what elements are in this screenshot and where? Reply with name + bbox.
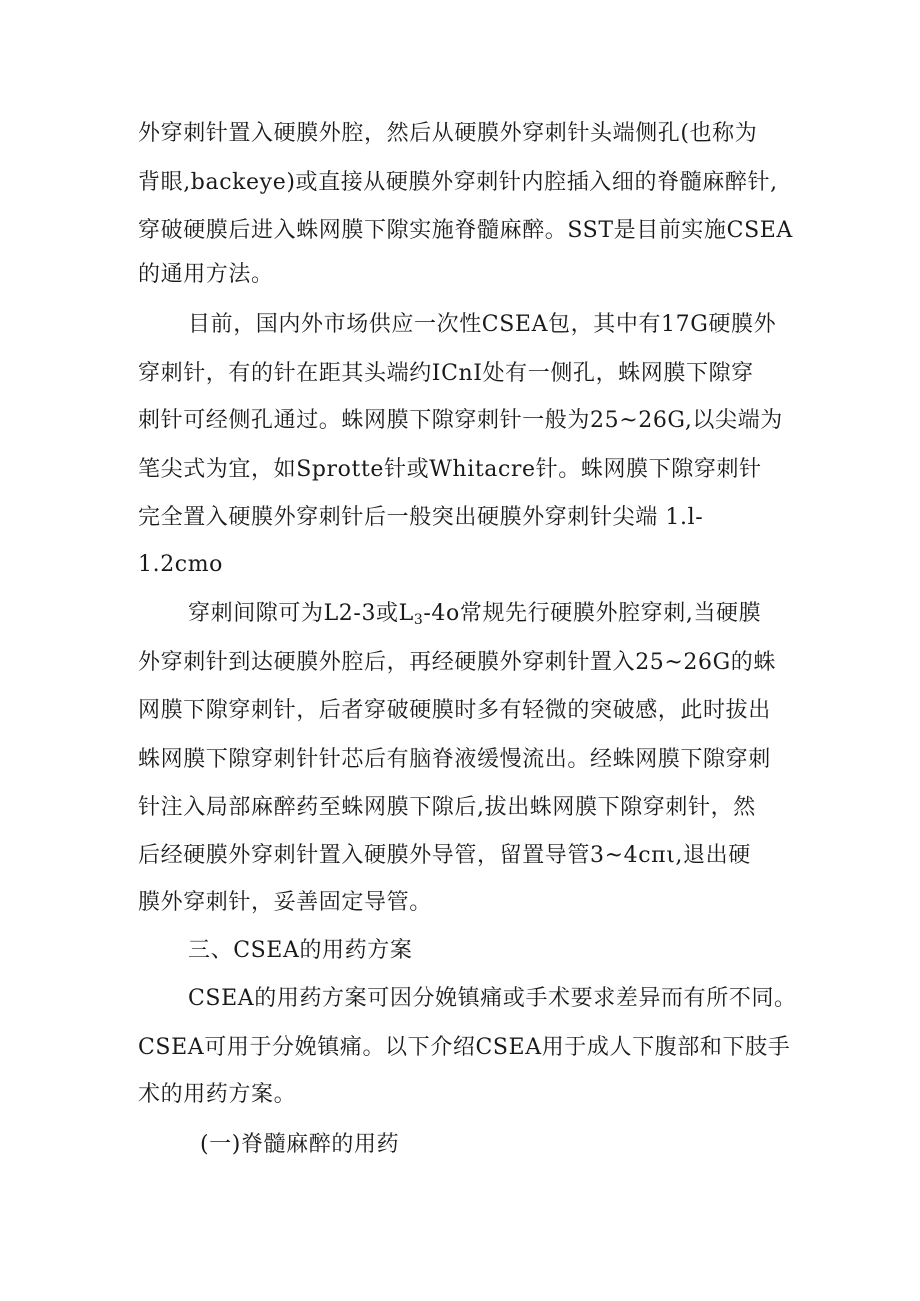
text-line: 目前，国内外市场供应一次性CSEA包，其中有17G硬膜外	[188, 312, 777, 337]
text-line: 后经硬膜外穿刺针置入硬膜外导管，留置导管3~4cπι,退出硬	[138, 843, 751, 868]
text-line: CSEA的用药方案可因分娩镇痛或手术要求差异而有所不同。	[188, 986, 797, 1011]
text-line: 1.2cmo	[138, 552, 224, 577]
text-line: 膜外穿刺针，妥善固定导管。	[138, 890, 432, 915]
subscript-number: 3	[413, 612, 424, 628]
text-line: 背眼,backeye)或直接从硬膜外穿刺针内腔插入细的脊髓麻醉针,	[138, 170, 778, 195]
text-line: 外穿刺针置入硬膜外腔，然后从硬膜外穿刺针头端侧孔(也称为	[138, 121, 758, 146]
text-line: 网膜下隙穿刺针，后者穿破硬膜时多有轻微的突破感，此时拔出	[138, 698, 771, 723]
text-line: 的通用方法。	[138, 262, 274, 287]
text-before-subscript: 穿刺间隙可为L2-3或L	[188, 601, 414, 626]
text-line: CSEA可用于分娩镇痛。以下介绍CSEA用于成人下腹部和下肢手	[138, 1035, 791, 1060]
text-line: 穿破硬膜后进入蛛网膜下隙实施脊髓麻醉。SST是目前实施CSEA	[138, 218, 793, 243]
text-line: 外穿刺针到达硬膜外腔后，再经硬膜外穿刺针置入25~26G的蛛	[138, 650, 776, 675]
text-line: 蛛网膜下隙穿刺针针芯后有脑脊液缓慢流出。经蛛网膜下隙穿刺	[138, 747, 771, 772]
text-line: 穿刺针，有的针在距其头端约ICnI处有一侧孔，蛛网膜下隙穿	[138, 361, 754, 386]
text-after-subscript: -4o常规先行硬膜外腔穿刺,当硬膜	[423, 601, 762, 626]
text-line: 术的用药方案。	[138, 1082, 297, 1107]
section-heading: 三、CSEA的用药方案	[188, 938, 413, 963]
text-line: 笔尖式为宜，如Sprotte针或Whitacre针。蛛网膜下隙穿刺针	[138, 457, 762, 482]
text-line: 刺针可经侧孔通过。蛛网膜下隙穿刺针一般为25~26G,以尖端为	[138, 408, 783, 433]
text-line: 完全置入硬膜外穿刺针后一般突出硬膜外穿刺针尖端 1.l-	[138, 505, 704, 530]
subsection-heading: (一)脊髓麻醉的用药	[200, 1132, 400, 1157]
text-line: 针注入局部麻醉药至蛛网膜下隙后,拔出蛛网膜下隙穿刺针，然	[138, 795, 756, 820]
text-line-with-subscript	[188, 596, 761, 632]
